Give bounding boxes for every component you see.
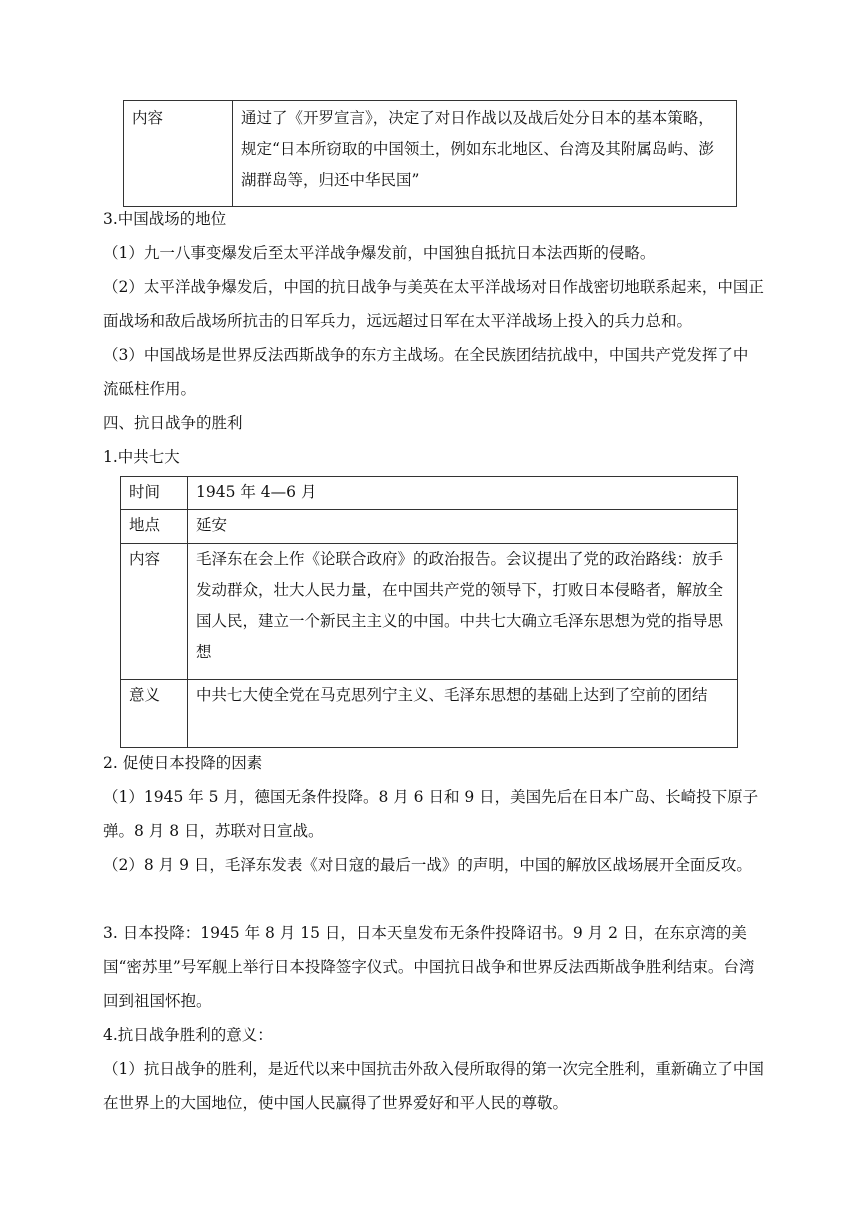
paragraph: （2）8 月 9 日，毛泽东发表《对日寇的最后一战》的声明，中国的解放区战场展开全面反攻。 [103,856,752,874]
table-row [121,477,738,510]
paragraph: （3）中国战场是世界反法西斯战争的东方主战场。在全民族团结抗战中，中国共产党发挥了中流砥柱作用。 [103,346,749,398]
paragraph: （2）太平洋战争爆发后，中国的抗日战争与美英在太平洋战场对日作战密切地联系起来，中国正面战场和敌后战场所抗击的日军兵力，远远超过日军在太平洋战场上投入的兵力总和。 [103,278,764,330]
table-row-content: 1945 年 4—6 月 [188,477,738,510]
paragraph: 3. 日本投降：1945 年 8 月 15 日，日本天皇发布无条件投降诏书。9 月 2 日，在东京湾的美国“密苏里”号军舰上举行日本投降签字仪式。中国抗日战争和世界反法西斯战争胜利结束。台湾回到祖国怀抱。 [103,924,755,1010]
seventh-congress-table [120,476,738,748]
table-row [121,544,738,680]
table-row-content: 中共七大使全党在马克思列宁主义、毛泽东思想的基础上达到了空前的团结 [188,680,738,748]
table-row-label: 地点 [121,510,188,544]
table-row-content: 毛泽东在会上作《论联合政府》的政治报告。会议提出了党的政治路线：放手发动群众，壮大人民力量，在中国共产党的领导下，打败日本侵略者，解放全国人民，建立一个新民主主义的中国。中共七大确立毛泽东思想为党的指导思想 [188,544,738,680]
table-row [121,680,738,748]
table-row-label: 内容 [124,101,233,207]
paragraph: （1）抗日战争的胜利，是近代以来中国抗击外敌入侵所取得的第一次完全胜利，重新确立了中国在世界上的大国地位，使中国人民赢得了世界爱好和平人民的尊敬。 [103,1060,764,1112]
cairo-declaration-table [123,100,737,207]
paragraph: （1）1945 年 5 月，德国无条件投降。8 月 6 日和 9 日，美国先后在日本广岛、长崎投下原子弹。8 月 8 日，苏联对日宣战。 [103,788,759,840]
table-row [121,510,738,544]
subsection-heading: 4.抗日战争胜利的意义： [103,1026,273,1044]
paragraph: （1）九一八事变爆发后至太平洋战争爆发前，中国独自抵抗日本法西斯的侵略。 [103,244,656,262]
section-heading: 四、抗日战争的胜利 [103,414,243,432]
subsection-heading: 2. 促使日本投降的因素 [103,754,263,772]
subsection-heading: 1.中共七大 [103,448,180,466]
section-heading: 3.中国战场的地位 [103,210,227,228]
table-row [124,101,737,207]
table-row-content: 延安 [188,510,738,544]
table-row-label: 时间 [121,477,188,510]
table-row-content: 通过了《开罗宣言》，决定了对日作战以及战后处分日本的基本策略，规定“日本所窃取的中国领土，例如东北地区、台湾及其附属岛屿、澎湖群岛等，归还中华民国” [233,101,737,207]
table-row-label: 内容 [121,544,188,680]
table-row-label: 意义 [121,680,188,748]
